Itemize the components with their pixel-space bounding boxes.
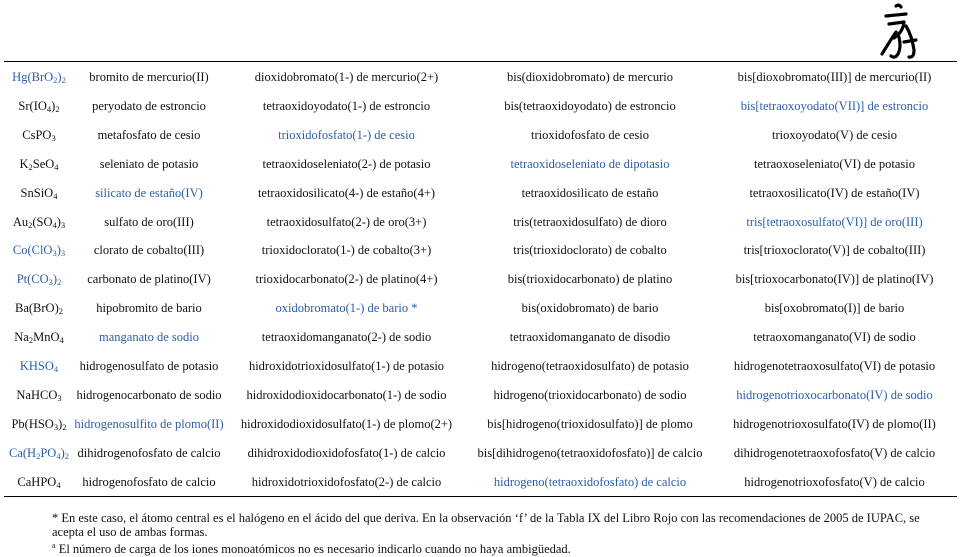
traditional-name-cell: seleniato de potasio xyxy=(99,156,199,171)
hydrogen-name-cell: bis(oxidobromato) de bario xyxy=(521,301,659,316)
traditional-name-cell: dihidrogenofosfato de calcio xyxy=(77,445,221,460)
table-row xyxy=(4,121,958,150)
formula-cell: $KHSO_4$ xyxy=(19,359,59,374)
table-row xyxy=(4,150,958,179)
table-row xyxy=(4,468,958,497)
traditional-name-cell: peryodato de estroncio xyxy=(92,98,206,113)
formula-cell: $Na_2MnO_4$ xyxy=(14,330,64,346)
addition-name-cell: tetraoxidomanganato(2-) de sodio xyxy=(261,330,432,345)
stock-name-cell: bis[tetraoxoyodato(VII)] de estroncio xyxy=(740,98,929,113)
traditional-name-cell: manganato de sodio xyxy=(99,330,199,345)
traditional-name-cell: sulfato de oro(III) xyxy=(104,214,194,229)
traditional-name-cell: hidrogenofosfato de calcio xyxy=(82,474,216,489)
footnote-asterisk: * En este caso, el átomo central es el halógeno en el ácido del que deriva. En la observación ‘f’ de la Tabla IX del Libro Rojo con las recomendaciones de 2005 de IUPAC, se xyxy=(52,511,920,525)
formula-cell: NaHCO$_3$ xyxy=(16,387,62,403)
stock-name-cell: tetraoxoseleniato(VI) de potasio xyxy=(753,156,916,171)
addition-name-cell: tetraoxidosulfato(2-) de oro(3+) xyxy=(266,214,427,229)
stock-name-cell: bis[oxobromato(I)] de bario xyxy=(764,301,905,316)
table-row xyxy=(4,208,958,237)
stock-name-cell: tris[tetraoxosulfato(VI)] de oro(III) xyxy=(746,214,923,229)
hydrogen-name-cell: bis[hidrogeno(trioxidosulfato)] de plomo xyxy=(487,416,693,431)
table-row xyxy=(4,265,958,294)
addition-name-cell: tetraoxidosilicato(4-) de estaño(4+) xyxy=(257,185,436,200)
footnote-asterisk-cont: acepta el uso de ambas formas. xyxy=(52,524,208,539)
footnotes xyxy=(52,512,952,557)
hydrogen-name-cell: bis(tetraoxidoyodato) de estroncio xyxy=(504,98,676,113)
formula-cell: $Sr(IO_4)_2$ xyxy=(18,98,60,114)
table-row xyxy=(4,410,958,439)
stock-name-cell: bis[trioxocarbonato(IV)] de platino(IV) xyxy=(735,272,934,287)
addition-name-cell: trioxidofosfato(1-) de cesio xyxy=(278,127,415,142)
formula-cell: $Au_2(SO_4)_3$ xyxy=(12,214,66,230)
addition-name-cell: hidroxidodioxidocarbonato(1-) de sodio xyxy=(246,387,447,402)
hydrogen-name-cell: hidrogeno(tetraoxidofosfato) de calcio xyxy=(493,474,687,489)
formula-cell: $Pt(CO_3)_2$ xyxy=(16,272,62,288)
stock-name-cell: tris[trioxoclorato(V)] de cobalto(III) xyxy=(743,243,926,258)
traditional-name-cell: metafosfato de cesio xyxy=(97,127,201,142)
stock-name-cell: hidrogenotrioxofosfato(V) de calcio xyxy=(744,474,925,489)
stock-name-cell: bis[dioxobromato(III)] de mercurio(II) xyxy=(737,70,932,84)
hydrogen-name-cell: trioxidofosfato de cesio xyxy=(530,127,650,142)
table-row xyxy=(4,63,958,92)
stock-name-cell: tetraoxomanganato(VI) de sodio xyxy=(753,330,916,345)
hydrogen-name-cell: bis(trioxidocarbonato) de platino xyxy=(507,272,673,287)
table-row xyxy=(4,236,958,265)
formula-cell: $Ca(H_2PO_4)_2$ xyxy=(9,445,69,461)
addition-name-cell: tetraoxidoseleniato(2-) de potasio xyxy=(262,156,431,171)
formula-cell: SnSiO$_4$ xyxy=(20,185,58,201)
addition-name-cell: dioxidobromato(1-) de mercurio(2+) xyxy=(254,70,439,84)
hydrogen-name-cell: tetraoxidomanganato de disodio xyxy=(509,330,671,345)
hydrogen-name-cell: bis[dihidrogeno(tetraoxidofosfato)] de calcio xyxy=(477,445,703,460)
table-row xyxy=(4,294,958,323)
formula-cell: $Co(ClO_3)_3$ xyxy=(12,243,66,259)
hydrogen-name-cell: tetraoxidosilicato de estaño xyxy=(521,185,659,200)
formula-cell: $Pb(HSO_3)_2$ xyxy=(11,416,67,432)
hydrogen-name-cell: tris(tetraoxidosulfato) de dioro xyxy=(513,214,667,229)
footnote-a xyxy=(52,539,952,557)
addition-name-cell: trioxidoclorato(1-) de cobalto(3+) xyxy=(261,243,432,258)
formula-cell: $K_2SeO_4$ xyxy=(19,156,59,172)
footnote-a-text: El número de carga de los iones monoatómicos no es necesario indicarlo cuando no haya ambigüedad. xyxy=(55,542,571,557)
traditional-name-cell: hidrogenosulfato de potasio xyxy=(79,359,219,373)
traditional-name-cell: hipobromito de bario xyxy=(96,301,202,316)
table-bottom-rule xyxy=(4,496,957,497)
formula-cell: $Hg(BrO_2)_2$ xyxy=(12,70,66,85)
hydrogen-name-cell: tris(trioxidoclorato) de cobalto xyxy=(513,243,667,258)
footnote-a-marker: a xyxy=(52,541,56,550)
traditional-name-cell: carbonato de platino(IV) xyxy=(87,272,211,287)
traditional-name-cell: hidrogenocarbonato de sodio xyxy=(76,387,222,402)
table-row xyxy=(4,352,958,381)
addition-name-cell: trioxidocarbonato(2-) de platino(4+) xyxy=(255,272,438,287)
hydrogen-name-cell: hidrogeno(trioxidocarbonato) de sodio xyxy=(493,387,687,402)
formula-cell: CaHPO$_4$ xyxy=(17,474,61,490)
traditional-name-cell: bromito de mercurio(II) xyxy=(89,70,209,84)
formula-cell: CsPO$_3$ xyxy=(22,127,56,143)
stock-name-cell: hidrogenotrioxosulfato(IV) de plomo(II) xyxy=(733,416,936,431)
table-row xyxy=(4,381,958,410)
addition-name-cell: oxidobromato(1-) de bario * xyxy=(275,301,418,316)
table-row xyxy=(4,92,958,121)
table-row xyxy=(4,439,958,468)
addition-name-cell: hidroxidodioxidosulfato(1-) de plomo(2+) xyxy=(240,416,453,431)
addition-name-cell: dihidroxidodioxidofosfato(1-) de calcio xyxy=(247,445,446,460)
table-row xyxy=(4,179,958,208)
calligraphy-logo-icon xyxy=(876,2,920,62)
stock-name-cell: trioxoyodato(V) de cesio xyxy=(772,127,897,142)
stock-name-cell: hidrogenotetraoxosulfato(VI) de potasio xyxy=(733,359,936,373)
hydrogen-name-cell: tetraoxidoseleniato de dipotasio xyxy=(510,156,670,171)
addition-name-cell: tetraoxidoyodato(1-) de estroncio xyxy=(262,98,431,113)
formula-cell: $Ba(BrO)_2$ xyxy=(15,301,63,317)
hydrogen-name-cell: bis(dioxidobromato) de mercurio xyxy=(507,70,673,84)
hydrogen-name-cell: hidrogeno(tetraoxidosulfato) de potasio xyxy=(491,359,689,373)
stock-name-cell: dihidrogenotetraoxofosfato(V) de calcio xyxy=(733,445,936,460)
stock-name-cell: tetraoxosilicato(IV) de estaño(IV) xyxy=(749,185,920,200)
traditional-name-cell: clorato de cobalto(III) xyxy=(93,243,205,258)
addition-name-cell: hidroxidotrioxidosulfato(1-) de potasio xyxy=(248,359,445,373)
table-row xyxy=(4,323,958,352)
table-top-rule xyxy=(4,61,957,62)
addition-name-cell: hidroxidotrioxidofosfato(2-) de calcio xyxy=(251,474,442,489)
traditional-name-cell: silicato de estaño(IV) xyxy=(95,185,203,200)
traditional-name-cell: hidrogenosulfito de plomo(II) xyxy=(74,416,224,431)
stock-name-cell: hidrogenotrioxocarbonato(IV) de sodio xyxy=(736,387,933,402)
